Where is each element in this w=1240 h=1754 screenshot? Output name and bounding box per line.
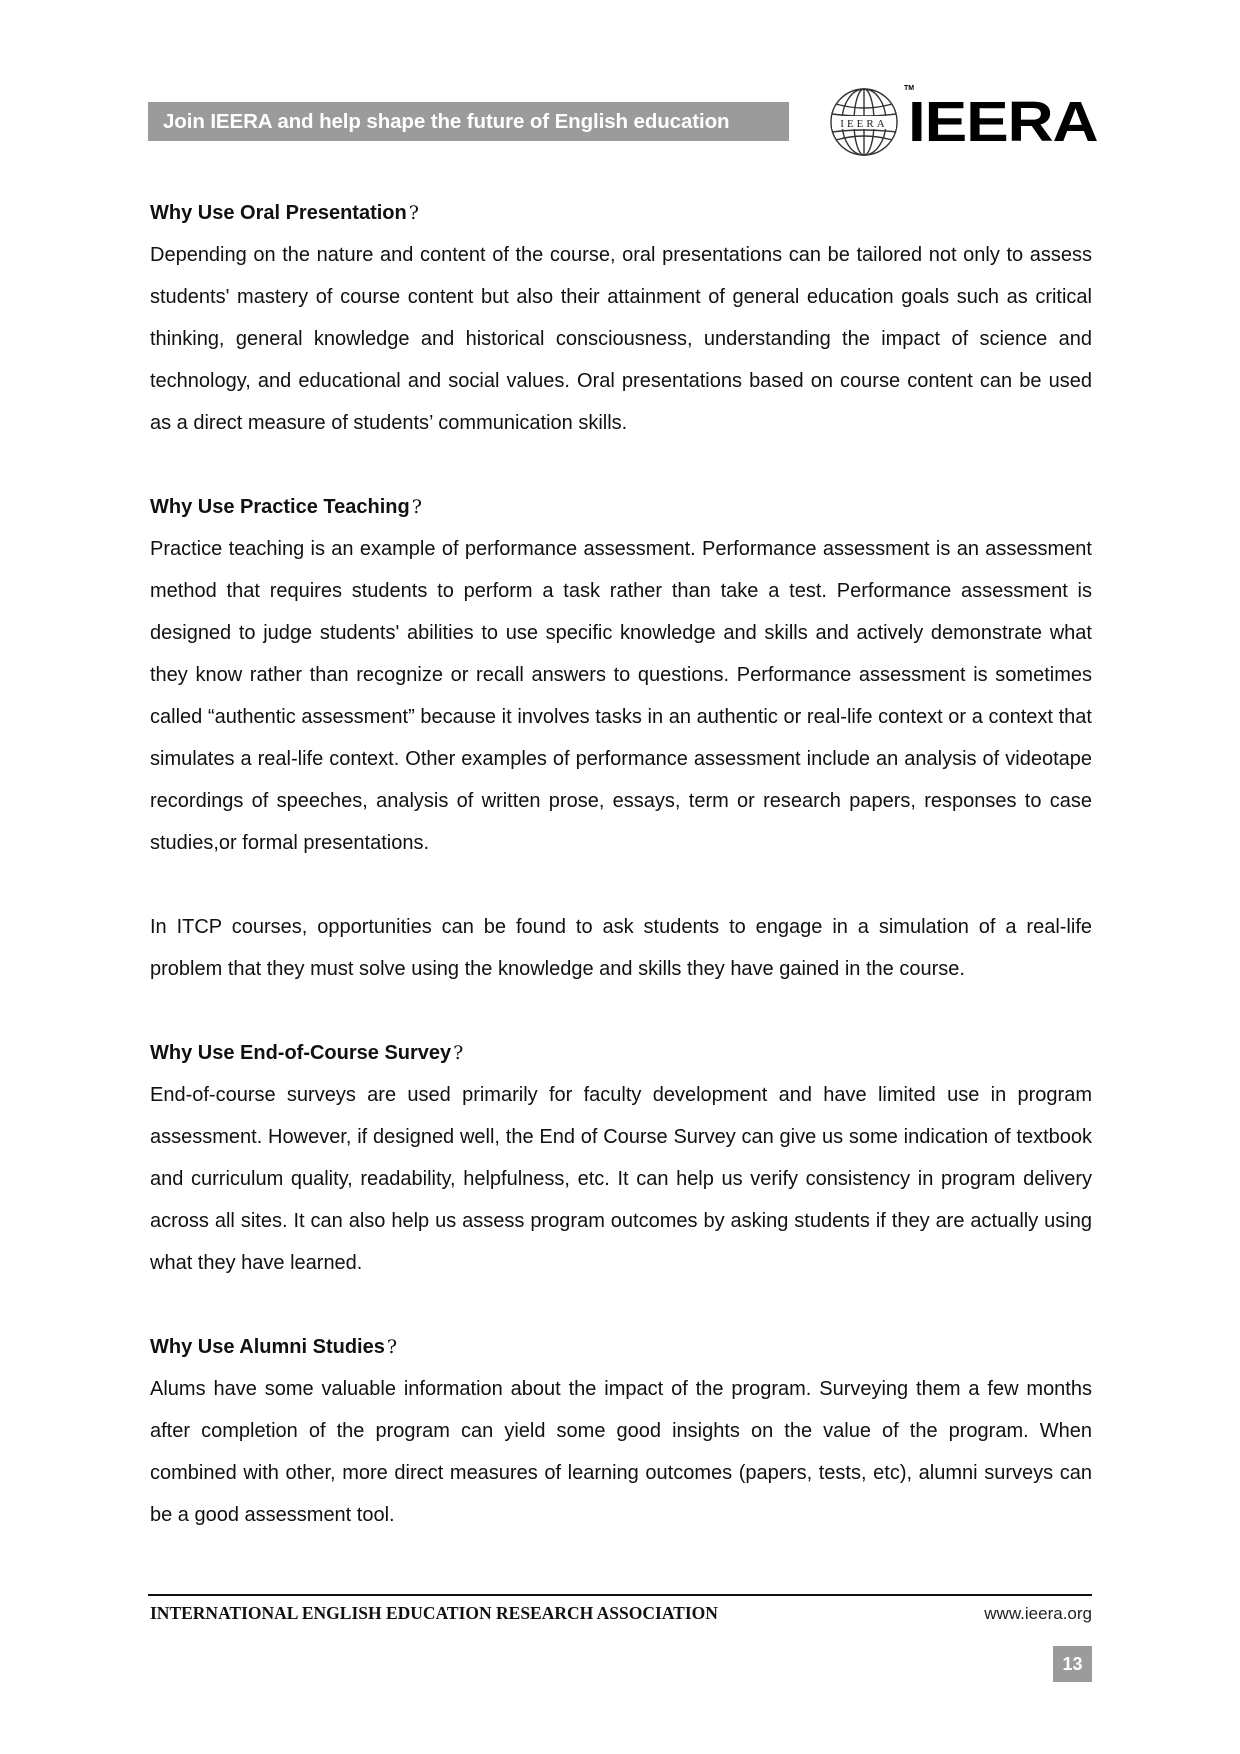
banner-text: Join IEERA and help shape the future of English education — [163, 109, 730, 133]
section-heading: Why Use Practice Teaching ? — [150, 496, 422, 518]
paragraph: Depending on the nature and content of the course, oral presentations can be tailored not only to assess students' mastery of course content but also their attainment of general education goals such as critical thinking, general knowledge and historical consciousness, understanding the impact of science and technology, and educational and social values. Oral presentations based on course content can be used as a direct measure of students’ communication skills. — [150, 244, 1092, 434]
footer-url-link[interactable]: www.ieera.org — [984, 1604, 1092, 1623]
section-heading: Why Use Oral Presentation ? — [150, 202, 419, 224]
section-heading: Why Use End-of-Course Survey ? — [150, 1042, 464, 1064]
paragraph: End-of-course surveys are used primarily for faculty development and have limited use in program assessment. However, if designed well, the End of Course Survey can give us some indication of textbook and curriculum quality, readability, helpfulness, etc. It can help us verify consistency in program delivery across all sites. It can also help us assess program outcomes by asking students if they are actually using what they have learned. — [150, 1084, 1092, 1274]
paragraph: Practice teaching is an example of performance assessment. Performance assessment is an assessment method that requires students to perform a task rather than take a test. Performance assessment is designed to judge students' abilities to use specific knowledge and skills and actively demonstrate what they know rather than recognize or recall answers to questions. Performance assessment is sometimes called “authentic assessment” because it involves tasks in an authentic or real-life context or a context that simulates a real-life context. Other examples of performance assessment include an analysis of videotape recordings of speeches, analysis of written prose, essays, term or research papers, responses to case studies,or formal presentations. — [150, 538, 1092, 854]
globe-label: IEERA — [840, 118, 888, 130]
section-oral-presentation — [150, 192, 1092, 444]
footer-divider — [148, 1594, 1092, 1596]
header-banner — [148, 102, 789, 141]
page-number-badge — [1053, 1646, 1092, 1682]
globe-icon — [828, 86, 900, 158]
logo-wordmark: IEERA — [908, 90, 1098, 154]
paragraph: In ITCP courses, opportunities can be found to ask students to engage in a simulation of a real-life problem that they must solve using the knowledge and skills they have gained in the course. — [150, 916, 1092, 980]
page-number: 13 — [1062, 1653, 1083, 1674]
section-alumni-studies — [150, 1326, 1092, 1536]
ieera-logo — [828, 84, 1098, 160]
paragraph: Alums have some valuable information about the impact of the program. Surveying them a few months after completion of the program can yield some good insights on the value of the program. When combined with other, more direct measures of learning outcomes (papers, tests, etc), alumni surveys can be a good assessment tool. — [150, 1378, 1092, 1526]
section-end-of-course-survey — [150, 1032, 1092, 1284]
footer-organization: INTERNATIONAL ENGLISH EDUCATION RESEARCH ASSOCIATION — [150, 1603, 718, 1623]
trademark-mark: TM — [904, 85, 915, 92]
section-heading: Why Use Alumni Studies ? — [150, 1336, 398, 1358]
document-body — [150, 192, 1092, 1536]
section-practice-teaching — [150, 486, 1092, 990]
